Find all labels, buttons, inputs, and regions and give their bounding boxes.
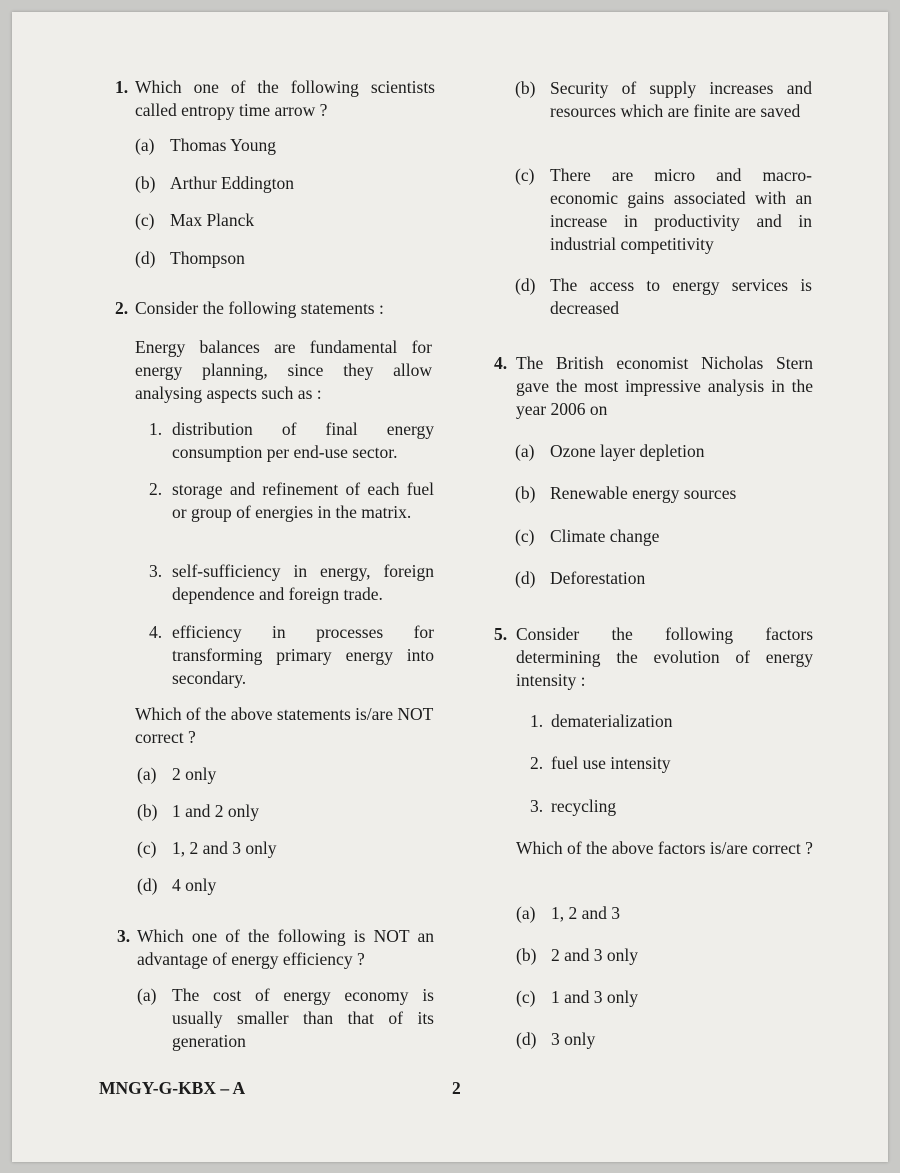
q2-option-b: 1 and 2 only <box>172 801 260 821</box>
q2-option-d-label: (d) <box>137 875 158 895</box>
q5-factor-2: fuel use intensity <box>551 753 671 773</box>
q5-prompt: Which of the above factors is/are correct ? <box>516 838 813 858</box>
exam-page <box>12 12 888 1162</box>
q2-option-a-label: (a) <box>137 764 157 784</box>
q1-option-d: Thompson <box>170 248 245 268</box>
q2-statement-1: distribution of final energy consumption per end-use sector. <box>172 419 434 462</box>
q2-number: 2. <box>115 298 129 318</box>
q2-statement-2-number: 2. <box>149 479 163 499</box>
q4-option-a-label: (a) <box>515 441 535 461</box>
q1-text: Which one of the following scientists called entropy time arrow ? <box>135 77 435 120</box>
q1-option-a-label: (a) <box>135 135 155 155</box>
q3-option-c: There are micro and macro-economic gains associated with an increase in productivity and in industrial competitivity <box>550 165 812 254</box>
q1-option-a: Thomas Young <box>170 135 276 155</box>
q4-option-d: Deforestation <box>550 568 646 588</box>
q4-option-a: Ozone layer depletion <box>550 441 705 461</box>
q1-number: 1. <box>115 77 129 97</box>
q2-statement-2: storage and refinement of each fuel or group of energies in the matrix. <box>172 479 434 522</box>
q2-statement-1-number: 1. <box>149 419 163 439</box>
q3-option-d: The access to energy services is decreased <box>550 275 812 318</box>
q2-option-d: 4 only <box>172 875 217 895</box>
q5-factor-2-number: 2. <box>530 753 544 773</box>
q2-intro: Energy balances are fundamental for energy planning, since they allow analysing aspects such as : <box>135 337 432 403</box>
q3-text: Which one of the following is NOT an advantage of energy efficiency ? <box>137 926 434 969</box>
q4-number: 4. <box>494 353 508 373</box>
q2-statement-3: self-sufficiency in energy, foreign dependence and foreign trade. <box>172 561 434 604</box>
q5-option-a-label: (a) <box>516 903 536 923</box>
q2-text: Consider the following statements : <box>135 298 384 318</box>
q1-option-b: Arthur Eddington <box>170 173 294 193</box>
q2-statement-4: efficiency in processes for transforming primary energy into secondary. <box>172 622 434 688</box>
q4-option-d-label: (d) <box>515 568 536 588</box>
q3-option-a: The cost of energy economy is usually smaller than that of its generation <box>172 985 434 1051</box>
q2-option-c: 1, 2 and 3 only <box>172 838 277 858</box>
q5-option-c: 1 and 3 only <box>551 987 639 1007</box>
q2-prompt: Which of the above statements is/are NOT correct ? <box>135 704 434 747</box>
q3-option-c-label: (c) <box>515 165 535 185</box>
q1-option-d-label: (d) <box>135 248 156 268</box>
q2-statement-3-number: 3. <box>149 561 163 581</box>
q5-option-b: 2 and 3 only <box>551 945 639 965</box>
footer-page-number: 2 <box>452 1078 461 1098</box>
q2-statement-4-number: 4. <box>149 622 163 642</box>
q3-option-b: Security of supply increases and resources which are finite are saved <box>550 78 812 121</box>
q1-option-c: Max Planck <box>170 210 255 230</box>
q5-number: 5. <box>494 624 508 644</box>
q5-option-c-label: (c) <box>516 987 536 1007</box>
q4-option-b-label: (b) <box>515 483 536 503</box>
q5-factor-1: dematerialization <box>551 711 673 731</box>
q4-option-b: Renewable energy sources <box>550 483 737 503</box>
q5-factor-1-number: 1. <box>530 711 544 731</box>
q5-option-d-label: (d) <box>516 1029 537 1049</box>
q2-option-a: 2 only <box>172 764 217 784</box>
q2-option-b-label: (b) <box>137 801 158 821</box>
q3-option-d-label: (d) <box>515 275 536 295</box>
q5-factor-3-number: 3. <box>530 796 544 816</box>
q5-text: Consider the following factors determining the evolution of energy intensity : <box>516 624 813 690</box>
q4-text: The British economist Nicholas Stern gave the most impressive analysis in the year 2006 on <box>516 353 813 419</box>
q1-option-c-label: (c) <box>135 210 155 230</box>
q4-option-c-label: (c) <box>515 526 535 546</box>
q5-option-b-label: (b) <box>516 945 537 965</box>
q5-option-d: 3 only <box>551 1029 596 1049</box>
q3-number: 3. <box>117 926 131 946</box>
q2-option-c-label: (c) <box>137 838 157 858</box>
footer-paper-code: MNGY-G-KBX – A <box>99 1078 246 1098</box>
q5-option-a: 1, 2 and 3 <box>551 903 621 923</box>
q4-option-c: Climate change <box>550 526 660 546</box>
q3-option-b-label: (b) <box>515 78 536 98</box>
q3-option-a-label: (a) <box>137 985 157 1005</box>
q1-option-b-label: (b) <box>135 173 156 193</box>
q5-factor-3: recycling <box>551 796 617 816</box>
